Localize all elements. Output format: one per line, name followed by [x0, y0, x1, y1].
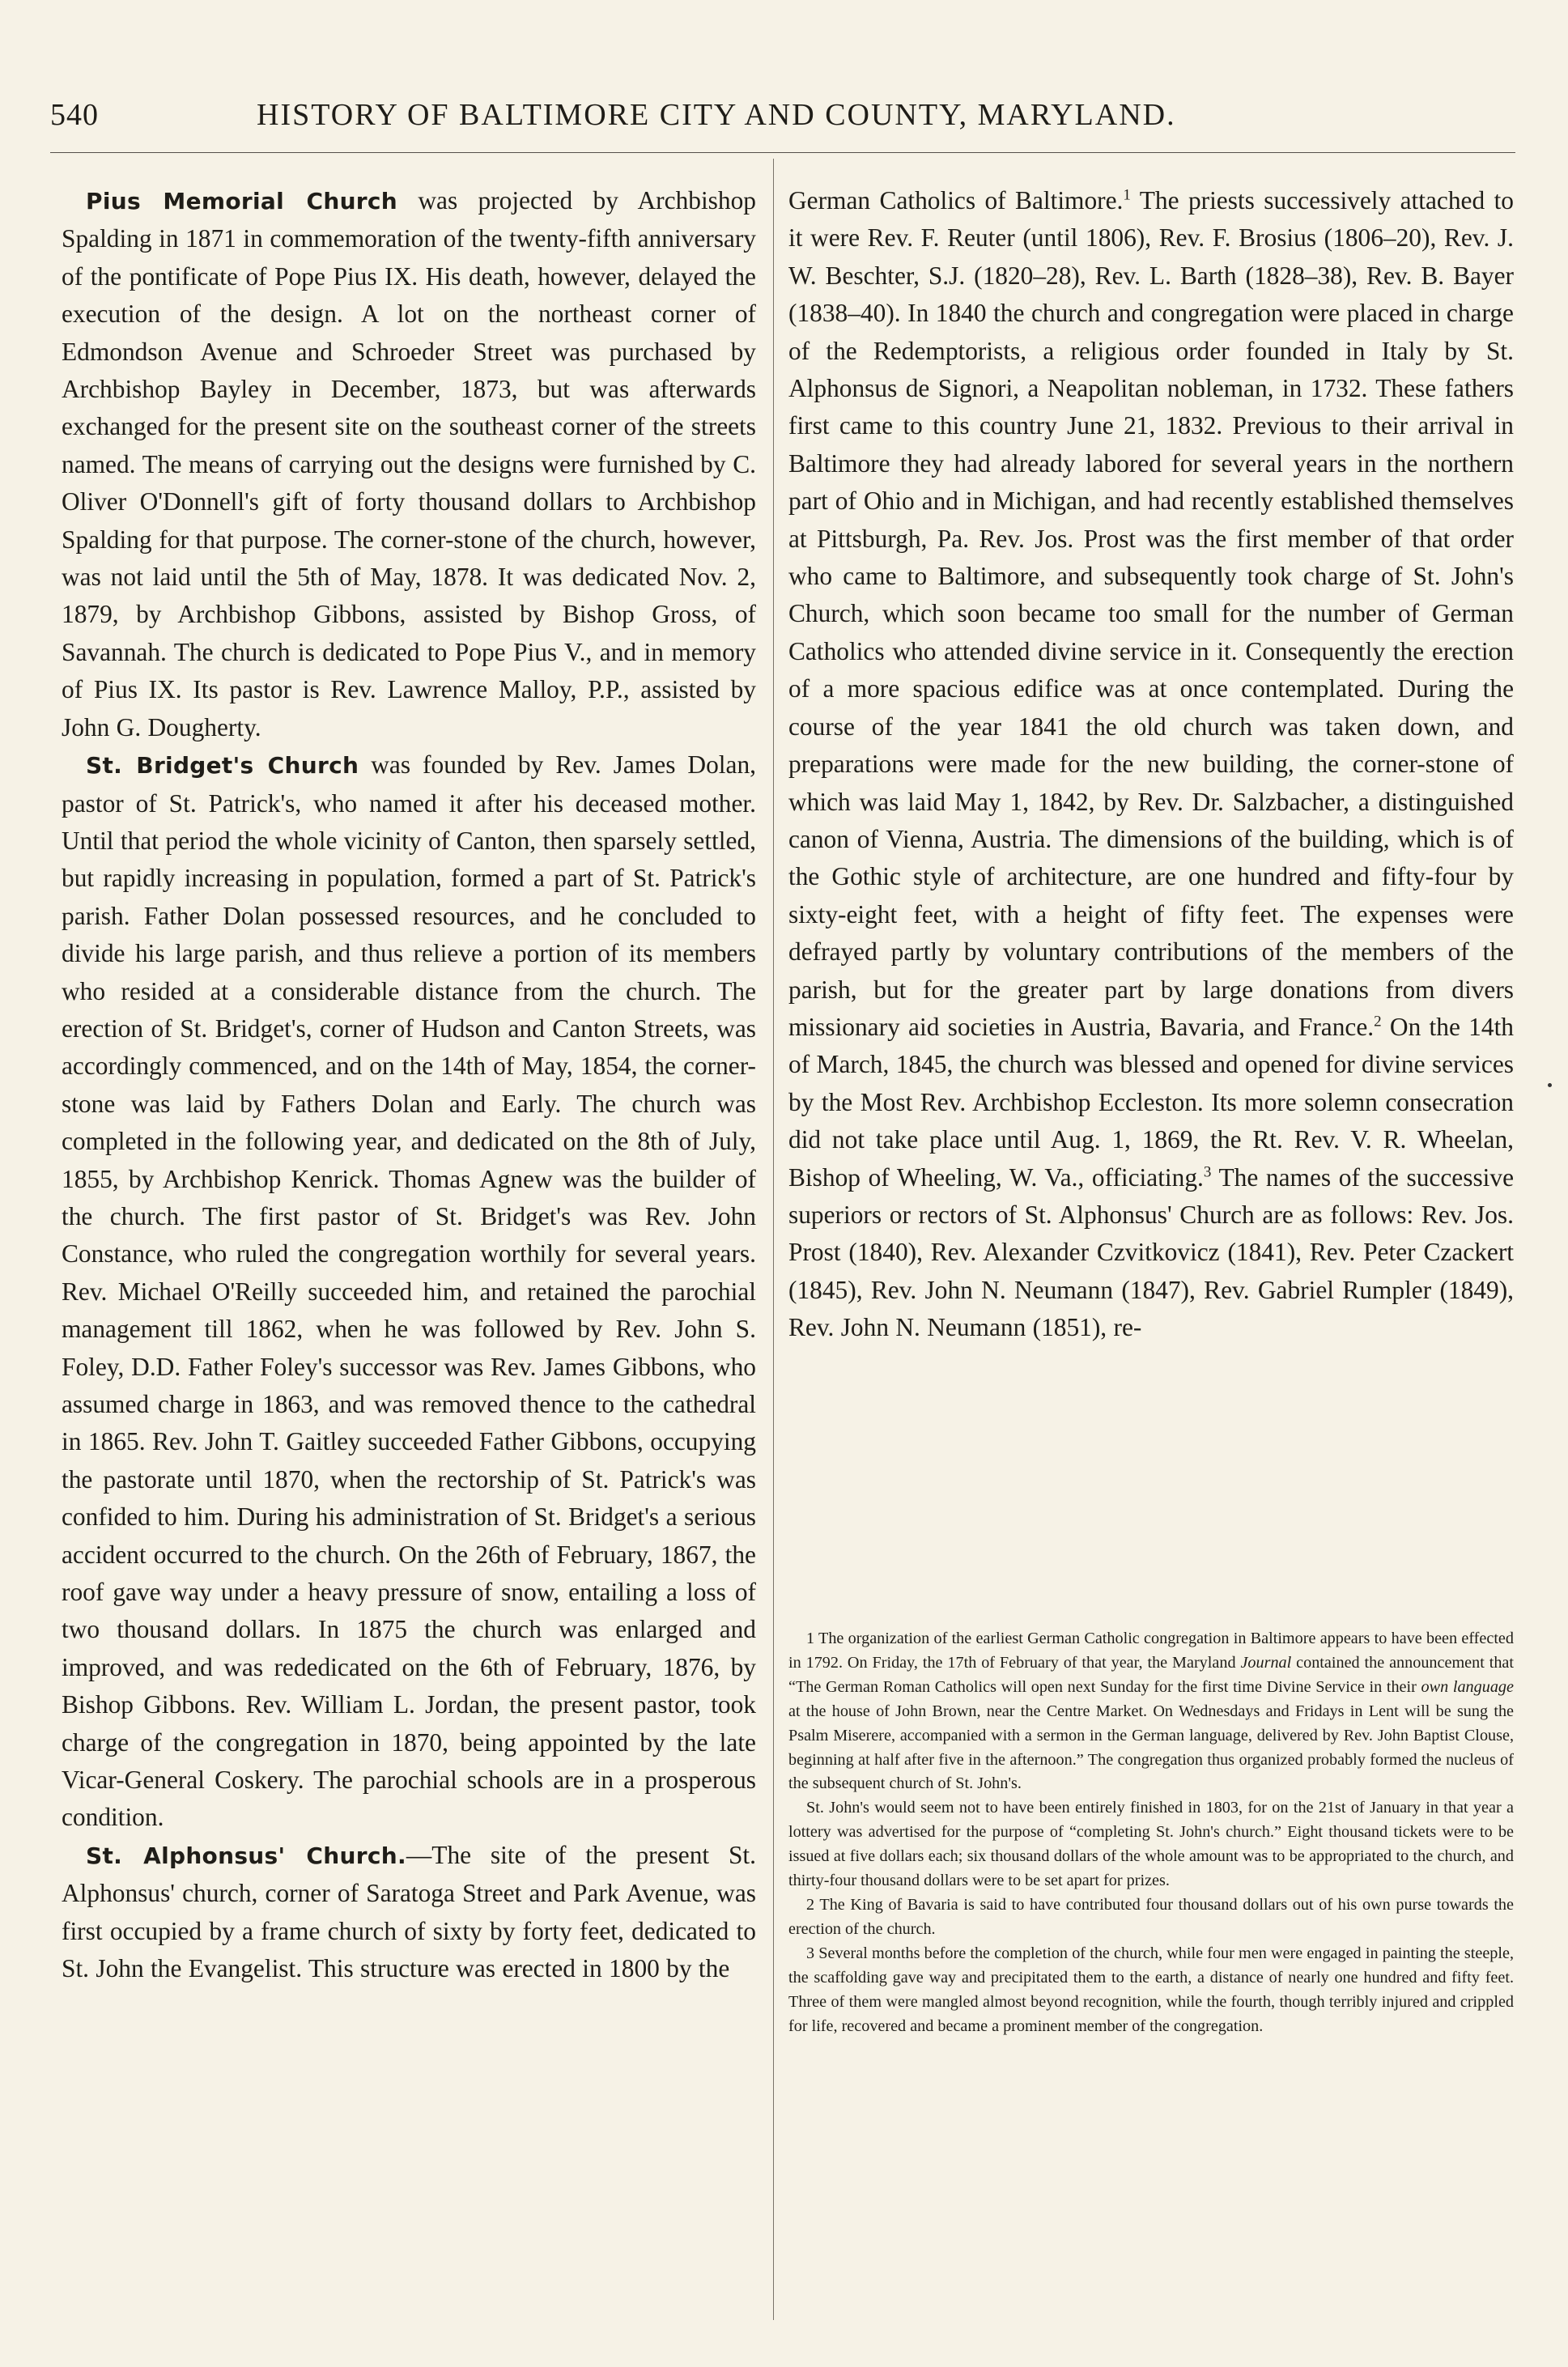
page-number: 540 [50, 98, 99, 132]
footnote-2: 2 The King of Bavaria is said to have contributed four thousand dollars out of his own purse towards the erection of the church. [788, 1895, 1514, 1938]
footnote-ref-2: 2 [1374, 1013, 1382, 1031]
paragraph-text: —The site of the present St. Alphonsus' church, corner of Saratoga Street and Park Avenue, was first occupied by a frame church of sixty by forty feet, dedicated to St. John the Evangelist. This structure was erected in 1800 by the [62, 1840, 756, 1983]
footnote-ref-3: 3 [1203, 1163, 1212, 1181]
paragraph-text: The names of the successive superiors or rectors of St. Alphonsus' Church are as follows: Rev. Jos. Prost (1840), Rev. Alexander Czvitkovicz (1841), Rev. Peter Czackert (1845), Rev. John N. Neumann (1847), Rev. Gabriel Rumpler (1849), Rev. John N. Neumann (1851), re- [788, 1162, 1515, 1342]
right-column [788, 182, 1514, 1347]
paragraph-st-alphonsus [62, 1837, 756, 1988]
paragraph-text: The priests successively attached to it were Rev. F. Reuter (until 1806), Rev. F. Brosius (1806–20), Rev. J. W. Beschter, S.J. (1820–28), Rev. L. Barth (1828–38), Rev. B. Bayer (1838–40). In 1840 the church and congregation were placed in charge of the Redemptorists, a religious order founded in Italy by St. Alphonsus de Signori, a Neapolitan nobleman, in 1732. These fathers first came to this country June 21, 1832. Previous to their arrival in Baltimore they had already labored for several years in the northern part of Ohio and in Michigan, and had recently established themselves at Pittsburgh, Pa. Rev. Jos. Prost was the first member of that order who came to Baltimore, and subsequently took charge of St. John's Church, which soon became too small for the number of German Catholics who attended divine service in it. Consequently the erection of a more spacious edifice was at once contemplated. During the course of the year 1841 the old church was taken down, and preparations were made for the new building, the corner-stone of which was laid May 1, 1842, by Rev. Dr. Salzbacher, a distinguished canon of Vienna, Austria. The dimensions of the building, which is of the Gothic style of architecture, are one hundred and fifty-four by sixty-eight feet, with a height of fifty feet. The expenses were defrayed partly by voluntary contributions of the members of the parish, but for the greater part by large donations from divers missionary aid societies in Austria, Bavaria, and France. [788, 186, 1514, 1041]
heading-pius-memorial-church: Pius Memorial Church [86, 188, 398, 215]
footnote-text: contained the announcement that “The German Roman Catholics will open next Sunday for the first time Divine Service in their [788, 1653, 1514, 1696]
header-rule [50, 152, 1515, 153]
footnote-text: 1 The organization of the earliest German Catholic congregation in Baltimore appears to have been effected in 1792. On Friday, the 17th of February of that year, the Maryland [788, 1630, 1514, 1672]
page-header [50, 87, 1515, 136]
left-column [62, 182, 756, 1988]
footnotes [788, 1627, 1514, 2038]
running-title: HISTORY OF BALTIMORE CITY AND COUNTY, MARYLAND. [257, 98, 1176, 132]
footnote-text: at the house of John Brown, near the Centre Market. On Wednesdays and Fridays in Lent will be sung the Psalm Miserere, accompanied with a sermon in the German language, delivered by Rev. John Baptist Clouse, beginning at half after five in the afternoon.” The congregation thus organized probably formed the nucleus of the subsequent church of St. John's. [788, 1702, 1514, 1793]
footnote-italic: own language [1421, 1677, 1514, 1696]
footnote-1 [788, 1627, 1514, 1796]
margin-dot [1548, 1083, 1552, 1087]
footnote-ref-1: 1 [1123, 186, 1131, 204]
footnote-1-continued: St. John's would seem not to have been entirely finished in 1803, for on the 21st of January in that year a lottery was advertised for the purpose of “completing St. John's church.” Eight thousand tickets were to be issued at five dollars each; six thousand dollars of the whole amount was to be appropriated to the church, and thirty-four thousand dollars were to be set apart for prizes. [788, 1799, 1514, 1890]
paragraph-text: On the 14th of March, 1845, the church was blessed and opened for divine services by the Most Rev. Archbishop Eccleston. Its more solemn consecration did not take place until Aug. 1, 1869, the Rt. Rev. V. R. Wheelan, Bishop of Wheeling, W. Va., officiating. [788, 1012, 1514, 1192]
column-divider [773, 159, 774, 2320]
heading-st-alphonsus-church: St. Alphonsus' Church. [86, 1842, 406, 1869]
paragraph-st-bridgets [62, 746, 756, 1837]
footnote-3: 3 Several months before the completion of the church, while four men were engaged in painting the steeple, the scaffolding gave way and precipitated them to the earth, a distance of nearly one hundred and fifty feet. Three of them were mangled almost beyond recognition, while the fourth, though terribly injured and crippled for life, recovered and became a prominent member of the congregation. [788, 1944, 1514, 2035]
paragraph-text: German Catholics of Baltimore. [788, 186, 1124, 215]
paragraph-text: was projected by Archbishop Spalding in 1871 in commemoration of the twenty-fifth anniversary of the pontificate of Pope Pius IX. His death, however, delayed the execution of the design. A lot on the northeast corner of Edmondson Avenue and Schroeder Street was purchased by Archbishop Bayley in December, 1873, but was afterwards exchanged for the present site on the southeast corner of the streets named. The means of carrying out the designs were furnished by C. Oliver O'Donnell's gift of forty thousand dollars to Archbishop Spalding for that purpose. The corner-stone of the church, however, was not laid until the 5th of May, 1878. It was dedicated Nov. 2, 1879, by Archbishop Gibbons, assisted by Bishop Gross, of Savannah. The church is dedicated to Pope Pius V., and in memory of Pius IX. Its pastor is Rev. Lawrence Malloy, P.P., assisted by John G. Dougherty. [62, 186, 756, 742]
paragraph-pius-memorial [62, 182, 756, 746]
paragraph-st-alphonsus-continued [788, 182, 1514, 1347]
paragraph-text: was founded by Rev. James Dolan, pastor of St. Patrick's, who named it after his deceased mother. Until that period the whole vicinity of Canton, then sparsely settled, but rapidly increasing in population, formed a part of St. Patrick's parish. Father Dolan possessed resources, and he concluded to divide his large parish, and thus relieve a portion of its members who resided at a considerable distance from the church. The erection of St. Bridget's, corner of Hudson and Canton Streets, was accordingly commenced, and on the 14th of May, 1854, the corner-stone was laid by Fathers Dolan and Early. The church was completed in the following year, and dedicated on the 8th of July, 1855, by Archbishop Kenrick. Thomas Agnew was the builder of the church. The first pastor of St. Bridget's was Rev. John Constance, who ruled the congregation worthily for several years. Rev. Michael O'Reilly succeeded him, and retained the parochial management till 1862, when he was followed by Rev. John S. Foley, D.D. Father Foley's successor was Rev. James Gibbons, who assumed charge in 1863, and was removed thence to the cathedral in 1865. Rev. John T. Gaitley succeeded Father Gibbons, occupying the pastorate until 1870, when the rectorship of St. Patrick's was confided to him. During his administration of St. Bridget's a serious accident occurred to the church. On the 26th of February, 1867, the roof gave way under a heavy pressure of snow, entailing a loss of two thousand dollars. In 1875 the church was enlarged and improved, and was rededicated on the 6th of February, 1876, by Bishop Gibbons. Rev. William L. Jordan, the present pastor, took charge of the congregation in 1870, being appointed by the late Vicar-General Coskery. The parochial schools are in a prosperous condition. [62, 750, 756, 1832]
heading-st-bridgets-church: St. Bridget's Church [86, 752, 359, 780]
footnote-italic: Journal [1240, 1653, 1292, 1672]
